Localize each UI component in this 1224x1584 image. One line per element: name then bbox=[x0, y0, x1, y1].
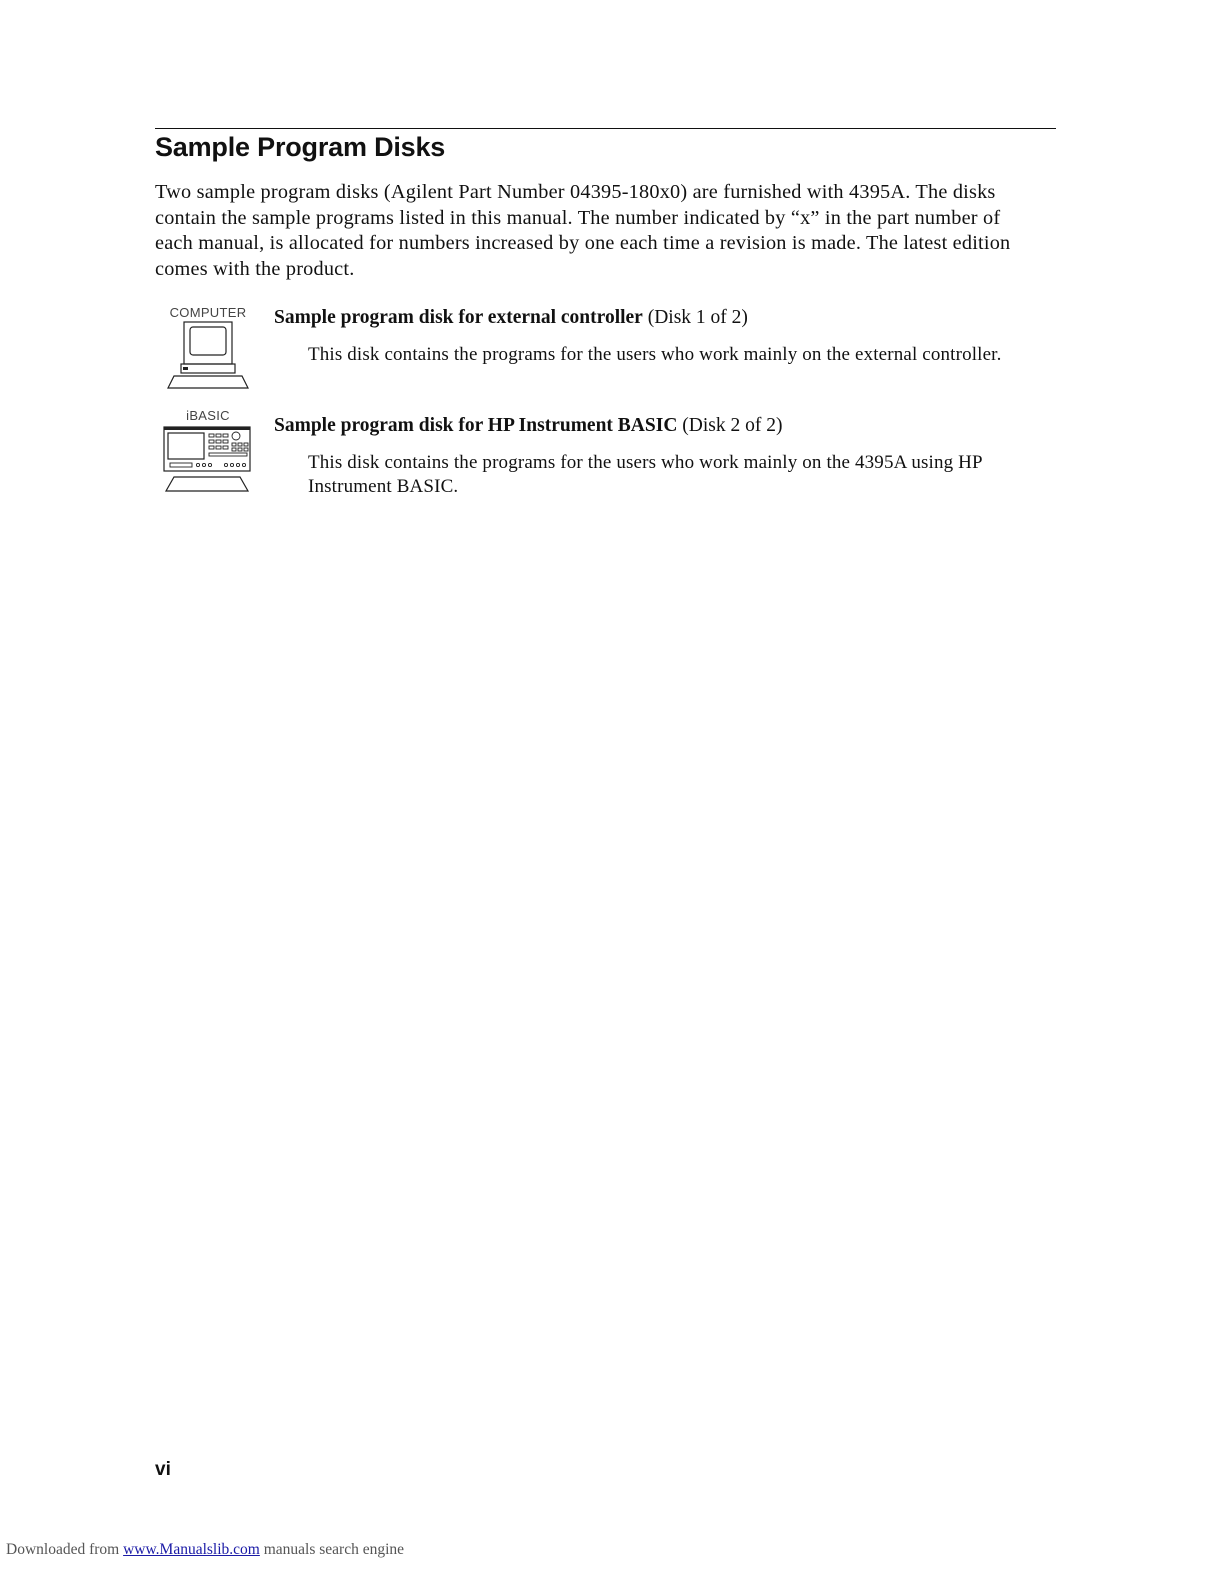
section-rule bbox=[155, 128, 1056, 129]
disk1-heading bbox=[274, 306, 748, 330]
disk1-description: This disk contains the programs for the users who work mainly on the external controller. bbox=[308, 344, 1002, 365]
footer-prefix: Downloaded from bbox=[6, 1541, 120, 1558]
disk2-heading-bold: Sample program disk for HP Instrument BASIC bbox=[274, 415, 678, 436]
icon-label-ibasic: iBASIC bbox=[186, 408, 230, 423]
computer-drawing bbox=[160, 320, 256, 390]
footer-suffix: manuals search engine bbox=[263, 1541, 405, 1558]
instrument-drawing bbox=[160, 423, 256, 493]
manualslib-link[interactable]: www.Manualslib.com bbox=[123, 1541, 260, 1558]
disk2-heading bbox=[274, 414, 782, 438]
disk2-description: This disk contains the programs for the users who work mainly on the 4395A using HP Instrument BASIC. bbox=[308, 452, 983, 497]
disk1-heading-suffix: (Disk 1 of 2) bbox=[647, 307, 748, 328]
computer-icon bbox=[160, 306, 256, 390]
download-footer bbox=[6, 1541, 404, 1559]
intro-paragraph: Two sample program disks (Agilent Part Number 04395-180x0) are furnished with 4395A. The disks contain the sample programs listed in this manual. The number indicated by “x” in the part number of each manual, is allocated for numbers increased by one each time a revision is made. The latest edition comes with the product. bbox=[155, 181, 1011, 281]
page-number: vi bbox=[155, 1459, 171, 1480]
icon-label-computer: COMPUTER bbox=[169, 305, 247, 320]
instrument-icon bbox=[160, 409, 256, 493]
section-title: Sample Program Disks bbox=[155, 132, 446, 162]
disk2-heading-suffix: (Disk 2 of 2) bbox=[682, 415, 783, 436]
disk1-heading-bold: Sample program disk for external controller bbox=[274, 307, 643, 328]
